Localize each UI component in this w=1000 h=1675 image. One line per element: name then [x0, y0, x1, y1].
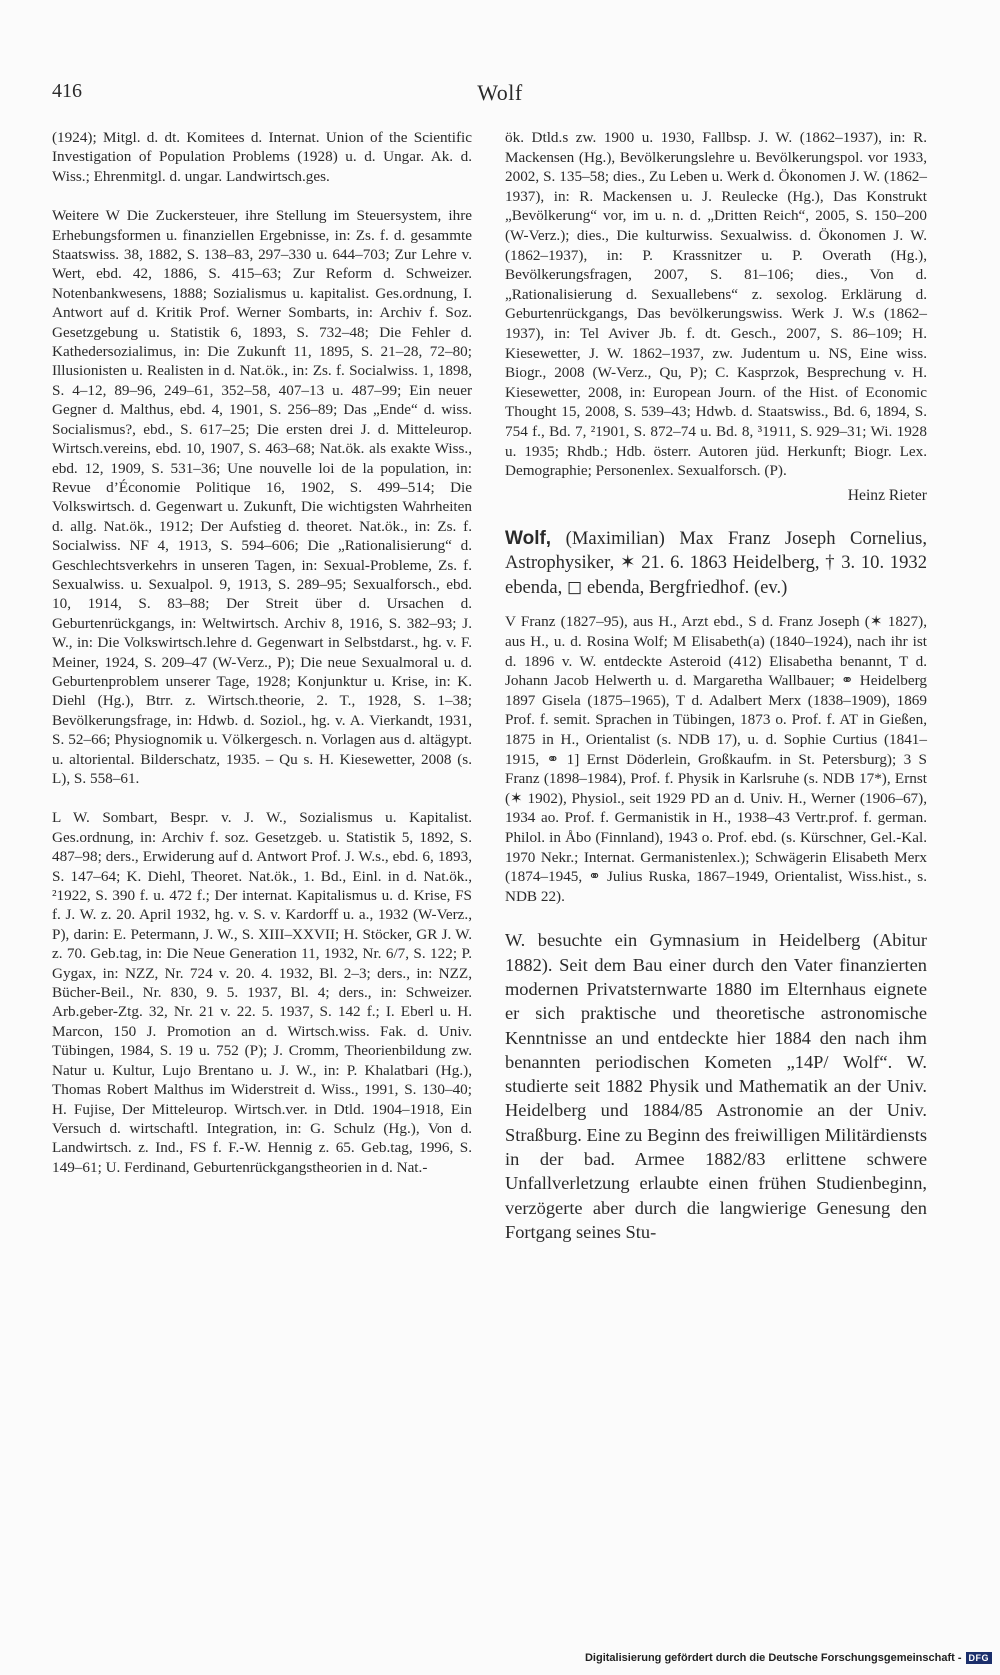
dfg-logo: DFG — [966, 1652, 993, 1664]
entry-heading-details: (Maximilian) Max Franz Joseph Cornelius, Astrophysiker, ✶ 21. 6. 1863 Heidelberg, † 3. 10. 1932 ebenda, ◻ ebenda, Bergfriedhof. (ev.) — [505, 527, 927, 598]
footer-text: Digitalisierung gefördert durch die Deutsche Forschungsgemeinschaft - — [584, 1652, 962, 1664]
digitization-footer — [585, 1652, 992, 1664]
left-column — [52, 128, 472, 1177]
entry-heading — [505, 527, 927, 601]
running-head: Wolf — [477, 80, 523, 105]
right-column — [505, 128, 927, 1244]
biography-body: W. besuchte ein Gymnasium in Heidelberg (Abitur 1882). Seit dem Bau einer durch den Vater finanzierten modernen Privatsternwarte 1880 im Elternhaus eignete er sich praktische und theoretische astronomische Kenntnisse an und entdeckte hier 1884 den nach ihm benannten periodischen Kometen „14P/ Wolf“. W. studierte seit 1882 Physik und Mathematik an der Univ. Heidelberg und 1884/85 Astronomie an der Univ. Straßburg. Eine zu Beginn des freiwilligen Militärdiensts in der bad. Armee 1882/83 erlittene schwere Unfallverletzung erlaubte einen frühen Studienbeginn, verzögerte aber durch die langwierige Genesung den Fortgang seines Stu- — [505, 930, 927, 1242]
article-author: Heinz Rieter — [847, 486, 927, 504]
right-literature-continued: ök. Dtld.s zw. 1900 u. 1930, Fallbsp. J. W. (1862–1937), in: R. Mackensen (Hg.), Bevölkerungslehre u. Bevölkerungspol. vor 1933, 2002, S. 135–58; dies., Zu Leben u. Werk d. Ökonomen J. W. (1862–1937), in: R. Mackensen u. J. Reulecke (Hg.), Das Konstrukt „Bevölkerung“ vor, im u. n. d. „Dritten Reich“, 2005, S. 150–200 (W-Verz.); dies., Die kulturwiss. Sexualwiss. d. Ökonomen J. W. (1862–1937), in: P. Krassnitzer u. P. Overath (Hg.), Bevölkerungsfragen, 2007, S. 81–106; dies., Von d. „Rationalisierung d. Sexuallebens“ z. sexolog. Erklärung d. Geburtenrückgangs, Das bevölkerungswiss. Werk J. W.s (1862–1937), in: Tel Aviver Jb. f. dt. Gesch., 2007, S. 86–109; H. Kiesewetter, J. W. 1862–1937, zw. Judentum u. NS, Eine wiss. Biogr., 2008 (W-Verz., Qu, P); C. Kasprzok, Besprechung v. H. Kiesewetter, 2008, in: European Journ. of the Hist. of Economic Thought 15, 2008, S. 539–43; Hdwb. d. Staatswiss., Bd. 6, 1894, S. 754 f., Bd. 7, ²1901, S. 872–74 u. Bd. 8, ³1911, S. 929–31; Wi. 1928 u. 1935; Rhdb.; Hdb. österr. Autoren jüd. Herkunft; Biogr. Lex. Demographie; Personenlex. Sexualforsch. (P). — [505, 129, 927, 480]
left-literature-list: L W. Sombart, Bespr. v. J. W., Sozialismus u. Kapitalist. Ges.ordnung, in: Archiv f. soz. Gesetzgeb. u. Statistik 5, 1892, S. 487–98; ders., Erwiderung auf d. Antwort Prof. J. W.s., ebd. 6, 1893, S. 147–64; K. Diehl, Theoret. Nat.ök., 1. Bd., Einl. in d. Nat.ök., ²1922, S. 390 f. u. 472 f.; Der internat. Kapitalismus u. d. Krise, FS f. J. W. z. 20. April 1932, hg. v. S. v. Kardorff u. a., 1932 (W-Verz., P), darin: E. Petermann, J. W., S. XIII–XXVII; H. Stöcker, GR J. W. z. 70. Geb.tag, in: Die Neue Generation 11, 1932, Nr. 6/7, S. 122; P. Gygax, in: NZZ, Nr. 724 v. 20. 4. 1932, Bl. 2–3; ders., in: NZZ, Bücher-Beil., Nr. 830, 9. 5. 1937, Bl. 4; ders., in: Schweizer. Arb.geber-Ztg. 32, Nr. 21 v. 22. 5. 1937, S. 142 f.; I. Eberl u. H. Marcon, 150 J. Promotion an d. Wirtsch.wiss. Fak. d. Univ. Tübingen, 1984, S. 19 u. 752 (P); J. Cromm, Theorienbildung zw. Natur u. Kultur, Lujo Brentano u. J. W., in: P. Khalatbari (Hg.), Thomas Robert Malthus im Widerstreit d. Wiss., 1991, S. 130–40; H. Fujise, Der Mitteleurop. Wirtsch.ver. in Dtld. 1904–1918, Ein Versuch d. wirtschaftl. Integration, in: G. Schulz (Hg.), Von d. Landwirtsch. z. Ind., FS f. F.-W. Hennig z. 65. Geb.tag, 1996, S. 149–61; U. Ferdinand, Geburtenrückgangstheorien in d. Nat.- — [52, 809, 472, 1176]
left-paragraph-1: (1924); Mitgl. d. dt. Komitees d. Internat. Union of the Scientific Investigation of Population Problems (1928) u. d. Ungar. Ak. d. Wiss.; Ehrenmitgl. d. ungar. Landwirtsch.ges. — [52, 129, 472, 185]
page-number: 416 — [52, 80, 82, 102]
entry-name: Wolf, — [505, 527, 552, 549]
left-works-list: Weitere W Die Zuckersteuer, ihre Stellung im Steuersystem, ihre Erhebungsformen u. finanziellen Ergebnisse, in: Zs. f. d. gesammte Staatswiss. 38, 1882, S. 138–83, 297–330 u. 644–703; Zur Lehre v. Wert, ebd. 42, 1886, S. 415–63; Zur Reform d. Schweizer. Notenbankwesens, 1888; Sozialismus u. kapitalist. Ges.ordnung, I. Antwort auf d. Kritik Prof. Werner Sombarts, in: Archiv f. Soz. Gesetzgebung u. Statistik 6, 1893, S. 732–48; Die Fehler d. Kathedersozialimus, in: Die Zukunft 11, 1895, S. 21–28, 72–80; Illusionisten u. Realisten in d. Nat.ök., in: Zs. f. Socialwiss. 1, 1898, S. 4–12, 89–96, 249–61, 352–58, 407–13 u. 487–99; Ein neuer Gegner d. Malthus, ebd. 4, 1901, S. 256–89; Das „Ende“ d. wiss. Socialismus?, ebd., S. 617–25; Die ersten drei J. d. Mitteleurop. Wirtsch.vereins, ebd. 10, 1907, S. 463–68; Nat.ök. als exakte Wiss., ebd. 12, 1909, S. 531–36; Une nouvelle loi de la population, in: Revue d’Économie Politique 16, 1902, S. 499–514; Die Volkswirtsch. d. Gegenwart u. Zukunft, Die wichtigsten Wahrheiten d. allg. Nat.ök., 1912; Der Aufstieg d. theoret. Nat.ök., in: Zs. f. Socialwiss. NF 4, 1913, S. 594–606; Die „Rationalisierung“ d. Geschlechtsverkehrs in unseren Tagen, in: Sexual-Probleme, Zs. f. Sexualwiss. u. Sexualpol. 9, 1913, S. 289–95; Sexualforsch., ebd. 10, 1914, S. 83–88; Der Streit über d. Ursachen d. Geburtenrückgangs, in: Weltwirtsch. Archiv 8, 1916, S. 382–93; J. W., in: Die Volkswirtsch.lehre d. Gegenwart in Selbstdarst., hg. v. F. Meiner, 1924, S. 209–47 (W-Verz., P); Die neue Sexualmoral u. d. Geburtenproblem unserer Tage, 1928; Konjunktur u. Krise, in: K. Diehl (Hg.), Btrr. z. Wirtsch.theorie, 2. T., 1928, S. 1–38; Bevölkerungsfrage, in: Hdwb. d. Soziol., hg. v. A. Vierkandt, 1931, S. 52–66; Physiognomik u. Völkergesch. n. Vorlagen aus d. altägypt. u. altoriental. Bilderschatz, 1935. – Qu s. H. Kiesewetter, 2008 (s. L), S. 558–61. — [52, 207, 472, 787]
genealogy: V Franz (1827–95), aus H., Arzt ebd., S d. Franz Joseph (✶ 1827), aus H., u. d. Rosina Wolf; M Elisabeth(a) (1840–1924), nach ihr ist d. 1896 v. W. entdeckte Asteroid (412) Elisabetha benannt, T d. Johann Jacob Helwerth u. d. Margaretha Wallbauer; ⚭ Heidelberg 1897 Gisela (1875–1965), T d. Adalbert Merx (1838–1909), 1869 Prof. f. semit. Sprachen in Tübingen, 1873 o. Prof. f. AT in Gießen, 1875 in H., Orientalist (s. NDB 17), u. d. Sophie Curtius (1841–1915, ⚭ 1] Ernst Döderlein, Großkaufm. in St. Petersburg); 3 S Franz (1898–1984), Prof. f. Physik in Karlsruhe (s. NDB 17*), Ernst (✶ 1902), Physiol., seit 1929 PD an d. Univ. H., Werner (1906–67), 1934 ao. Prof. f. Germanistik in H., 1938–43 Vertr.prof. f. german. Philol. in Åbo (Finnland), 1943 o. Prof. ebd. (s. Kürschner, Gel.-Kal. 1970 Nekr.; Internat. Germanistenlex.); Schwägerin Elisabeth Merx (1874–1945, ⚭ Julius Ruska, 1867–1949, Orientalist, Wiss.hist., s. NDB 22). — [505, 613, 927, 905]
